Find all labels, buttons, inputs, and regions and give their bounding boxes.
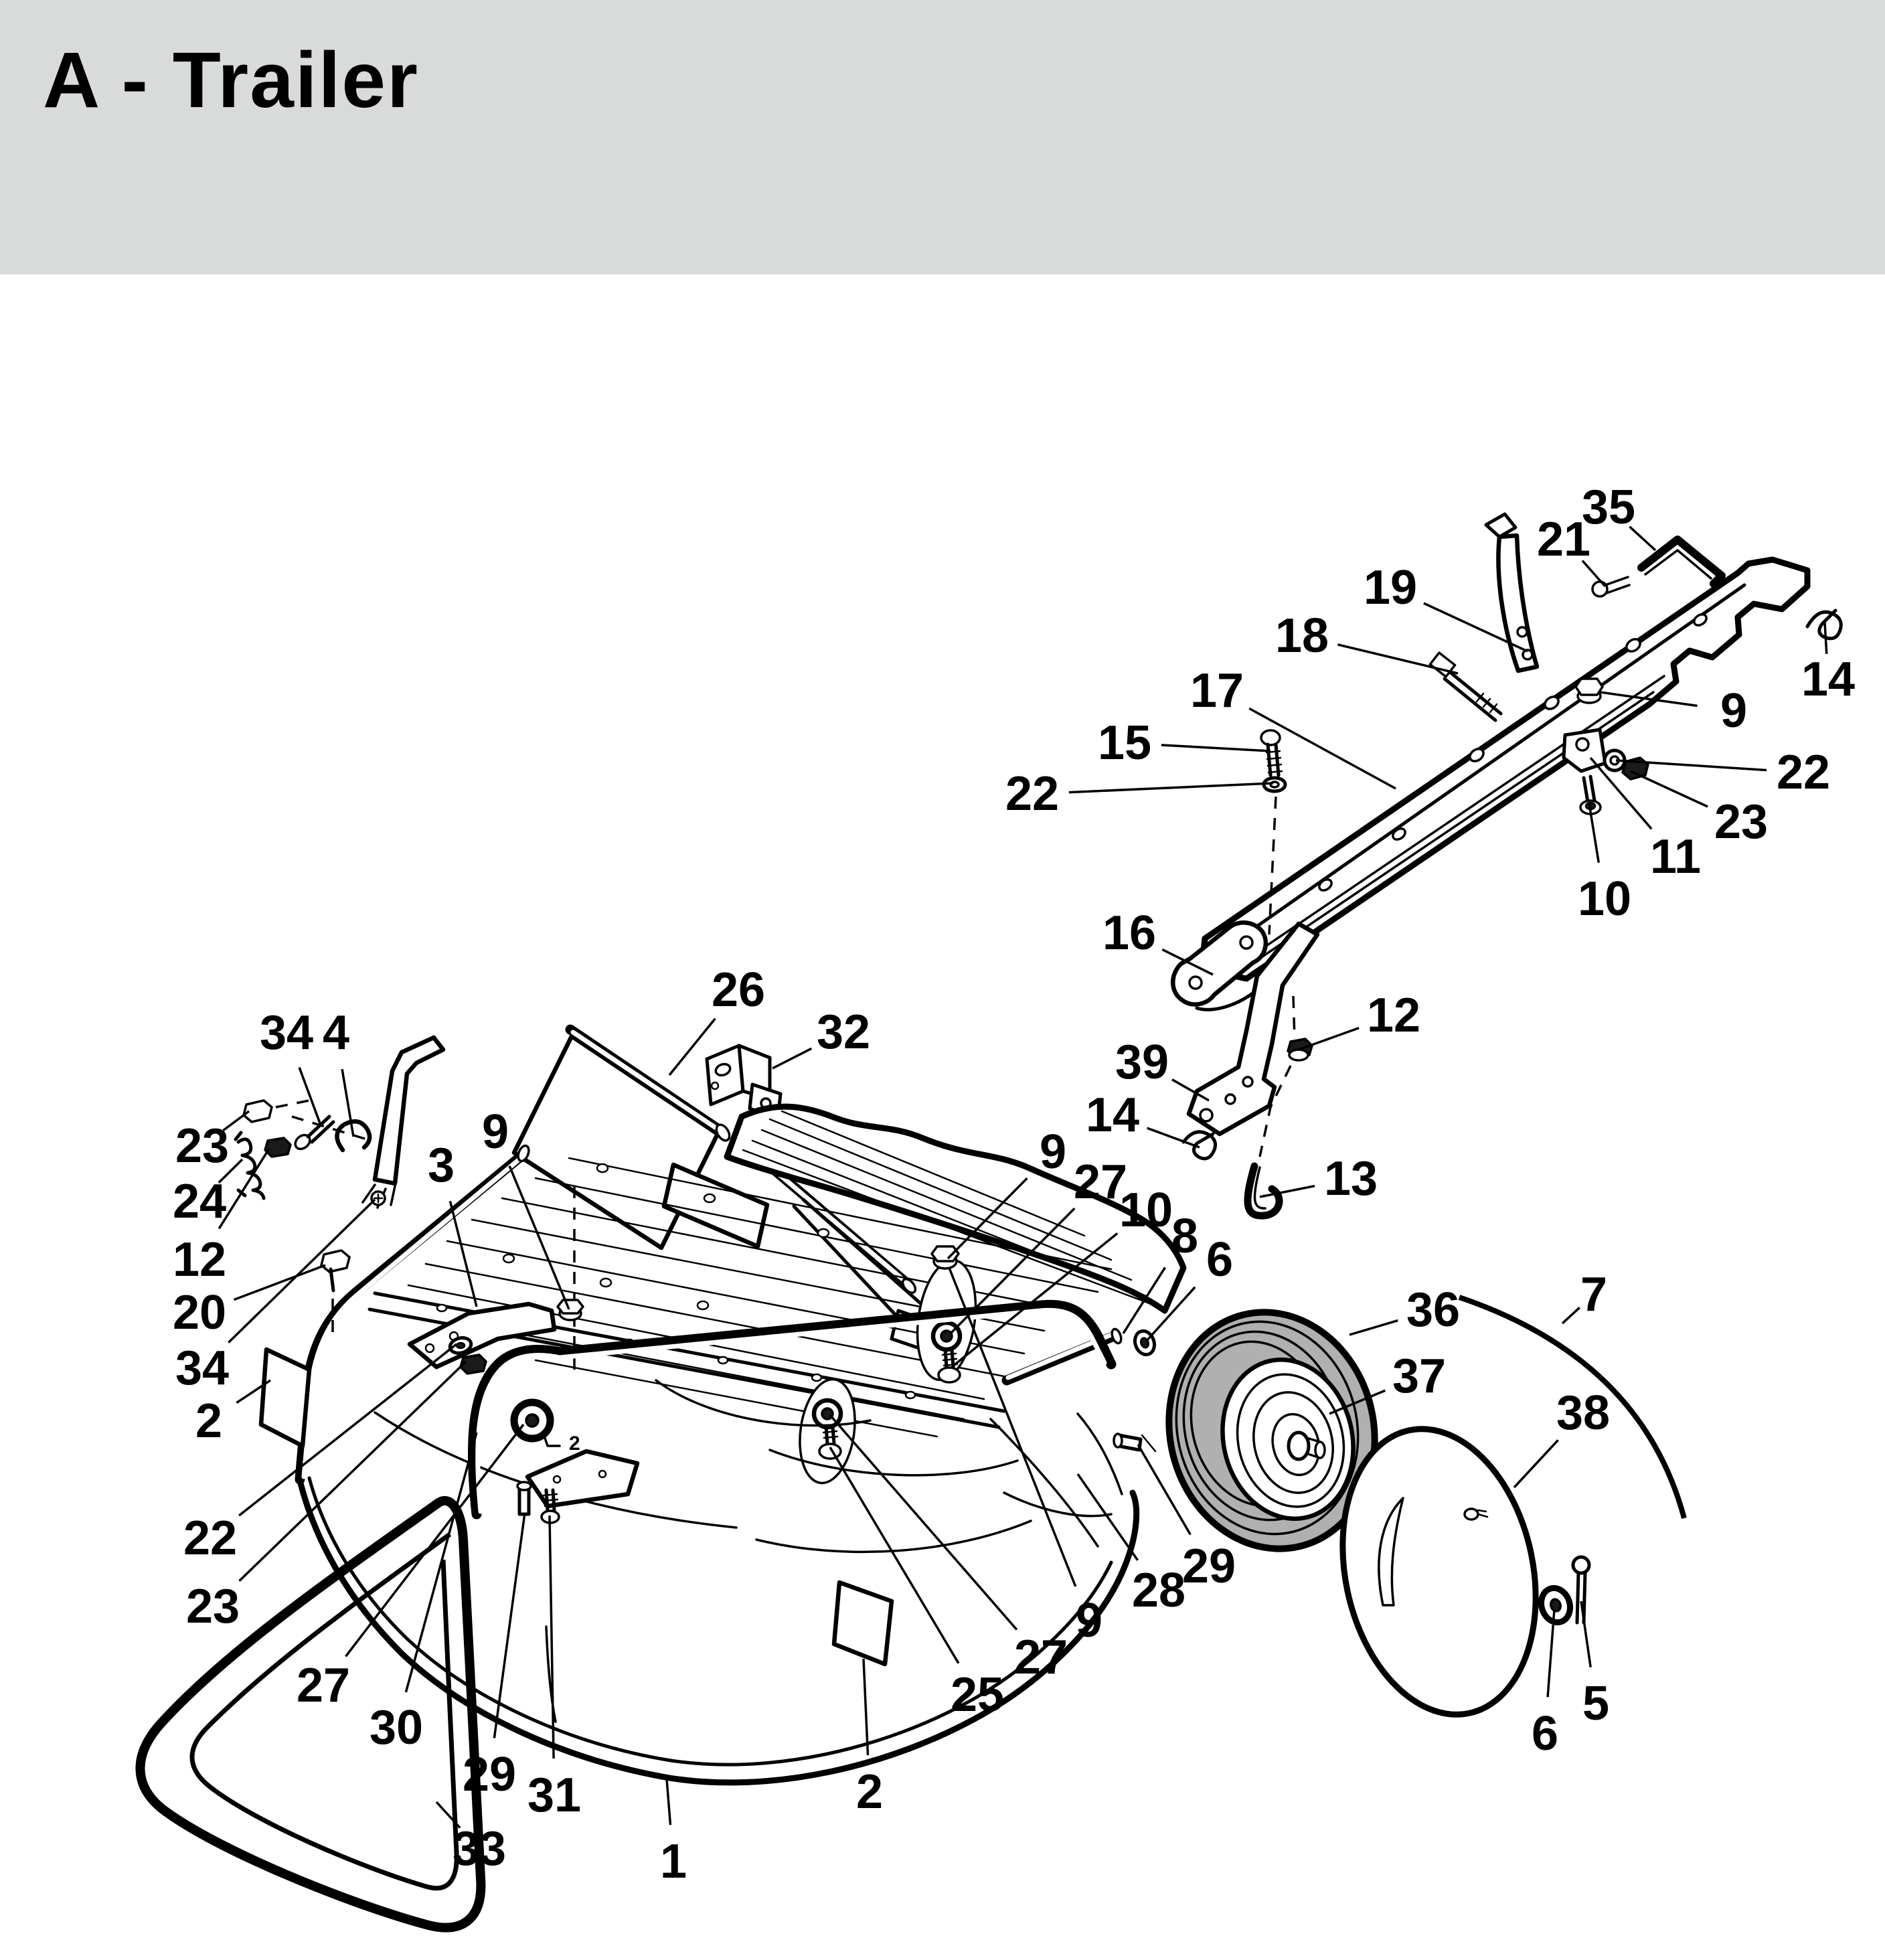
part-label-13: 13 [1323,1152,1378,1206]
part-label-14: 14 [1801,653,1856,706]
leader-line-14 [1825,623,1827,654]
part-label-35: 35 [1581,481,1636,534]
part-label-19: 19 [1363,561,1418,615]
part-label-28: 28 [1131,1564,1186,1617]
flange-nut-hex [932,1246,959,1261]
bolt-shaft [1584,777,1594,802]
part-label-16: 16 [1102,906,1157,960]
part-label-22: 22 [1005,767,1060,821]
pivot-gusset-plate [527,1451,637,1506]
part-label-9: 9 [481,1105,509,1159]
bolt-head [1261,730,1280,745]
part-label-21: 21 [1536,513,1591,566]
part-label-7: 7 [1580,1268,1608,1321]
washer-hole [457,1343,465,1348]
leader-line-7 [1562,1307,1580,1323]
part-label-2: 2 [195,1394,223,1448]
axle-pin-head [1114,1434,1122,1447]
leader-line-20 [234,1265,326,1300]
part-label-8: 8 [1171,1210,1199,1263]
pivot-block-hole [1576,738,1588,750]
leader-line-9 [509,1166,569,1309]
tailgate-flap [664,1165,767,1246]
screw-shaft [308,1117,333,1142]
part-label-12: 12 [1366,989,1421,1042]
tailgate-prop [794,1200,932,1331]
link-bracket-hole [1240,936,1252,949]
part-label-10: 10 [1577,872,1632,926]
r-clip-icon [1183,1132,1216,1159]
gusset-hole [554,1476,560,1483]
flange-nut-hex [558,1300,583,1313]
leader-line-1 [667,1779,671,1825]
bracket-hole [426,1344,434,1352]
decal-plate-left [261,1350,309,1446]
part-label-5: 5 [1582,1677,1610,1730]
bracket-hole [1200,1109,1212,1121]
flange-nut-hex [1576,679,1603,695]
drawbar-rail-assembly [1173,514,1841,1216]
part-label-32: 32 [816,1005,871,1059]
leader-line-23 [1631,771,1708,807]
page-title: A - Trailer [43,36,419,125]
flange-nut-base [1289,1050,1308,1060]
bolt-head [938,1368,960,1382]
part-label-6: 6 [1531,1707,1559,1761]
decal-plate-front [834,1582,892,1664]
part-label-27: 27 [1013,1631,1068,1684]
part-label-27: 27 [296,1659,351,1712]
leader-line-34 [299,1068,320,1123]
leader-line-15 [1161,745,1271,751]
part-label-34: 34 [259,1006,314,1060]
link-bracket-hole [1190,977,1202,989]
part-label-17: 17 [1190,664,1244,718]
leader-line-13 [1260,1186,1315,1197]
part-label-34: 34 [175,1341,230,1395]
bolt-shaft [331,1269,333,1291]
part-label-29: 29 [1181,1540,1236,1593]
leader-line-2 [864,1659,868,1755]
part-label-18: 18 [1275,609,1329,663]
clevis-pin [519,1489,529,1514]
part-label-37: 37 [1392,1350,1447,1403]
part-label-10: 10 [1119,1183,1173,1237]
part-label-20: 20 [172,1286,227,1339]
part-label-9: 9 [1720,684,1748,738]
j-hook-inner [1254,1167,1265,1208]
flange-nut [265,1138,291,1157]
bolt-shaft [1268,744,1279,775]
part-label-9: 9 [1039,1125,1067,1179]
part-label-31: 31 [527,1769,582,1822]
pin-head [517,1482,531,1490]
leader-line-31 [550,1516,554,1759]
part-label-30: 30 [369,1701,424,1754]
part-label-29: 29 [462,1748,517,1801]
bolt-head [819,1444,841,1459]
part-label-27: 27 [1073,1155,1128,1209]
leader-line-36 [1349,1321,1398,1335]
part-label-23: 23 [185,1580,240,1633]
cotter-pin-legs [1605,577,1629,593]
hub-bore [1289,1433,1309,1459]
part-label-6: 6 [1206,1233,1234,1287]
part-label-2: 2 [855,1765,884,1819]
strap-hole [1523,650,1532,659]
bracket-hole [712,1082,718,1089]
grommet-hole [526,1414,538,1426]
part-label-26: 26 [711,963,766,1017]
extension-spring [238,1139,264,1198]
part-label-1: 1 [659,1835,687,1888]
part-label-23: 23 [1714,795,1769,849]
grommet-tag-number: 2 [569,1433,580,1455]
leader-line-14 [1147,1128,1200,1147]
part-label-9: 9 [1075,1594,1103,1647]
leader-line-5 [1581,1601,1590,1667]
part-label-25: 25 [950,1668,1005,1722]
leader-line-12 [1299,1028,1359,1050]
cotter-pin-head [1573,1557,1589,1573]
part-label-22: 22 [1776,746,1831,799]
part-label-23: 23 [175,1119,230,1173]
bolt-shaft [1445,672,1501,720]
strap-hole [1518,627,1527,637]
part-label-14: 14 [1085,1088,1140,1142]
bracket-hole [1226,1094,1235,1104]
part-label-3: 3 [427,1139,455,1192]
part-label-11: 11 [1649,830,1702,884]
hex-bolt-head [321,1250,349,1272]
part-label-4: 4 [322,1006,350,1060]
bracket-hole [1243,1077,1252,1086]
hub-stub-end [1315,1442,1325,1458]
leader-line-28 [1078,1474,1138,1560]
leader-line-32 [772,1048,811,1068]
part-label-12: 12 [172,1233,227,1287]
leader-line-29 [494,1513,525,1738]
axle-pin-clip [1142,1435,1155,1451]
hub-cap-screw [1465,1509,1478,1520]
part-label-33: 33 [452,1822,507,1876]
part-label-24: 24 [172,1175,227,1228]
assembly-dash-line [1293,996,1295,1039]
leader-line-38 [1514,1440,1558,1487]
part-label-15: 15 [1097,716,1152,770]
leader-line-27 [346,1424,524,1656]
leader-line-3 [450,1201,477,1307]
leader-line-22 [1069,783,1273,793]
part-label-38: 38 [1556,1386,1611,1440]
hanger-strap-hook [1486,514,1515,537]
part-label-36: 36 [1406,1283,1461,1337]
part-label-39: 39 [1115,1036,1169,1089]
gusset-hole [599,1471,606,1477]
part-label-22: 22 [183,1512,238,1565]
leader-line-34 [228,1200,375,1343]
